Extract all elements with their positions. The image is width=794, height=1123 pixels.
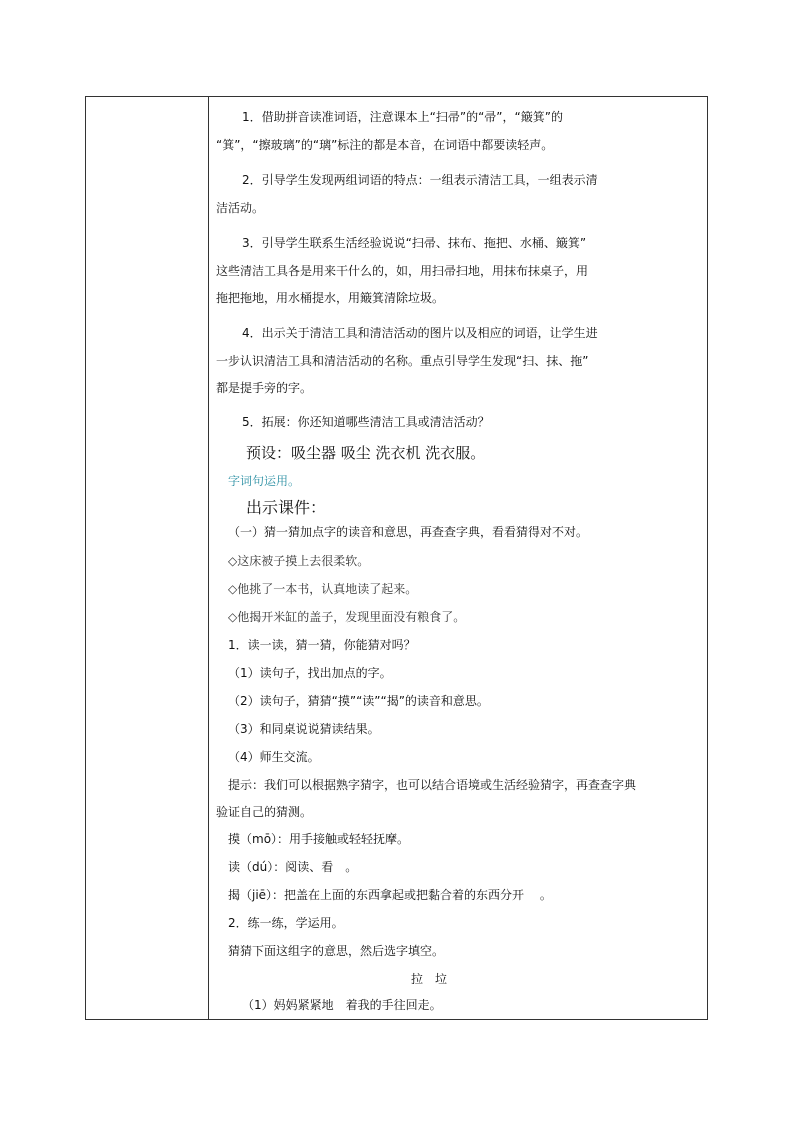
text-line: （1）妈妈紧紧地 着我的手往回走。 [242,998,442,1012]
text-line: 2．引导学生发现两组词语的特点：一组表示清洁工具，一组表示清 [242,173,598,187]
definition-line: 摸（mō）：用手接触或轻轻抚摩。 [228,832,410,846]
text-line: （4）师生交流。 [228,750,320,764]
text-line: 拖把拖地，用水桶提水，用簸箕清除垃圾。 [216,291,445,305]
text-line: 4．出示关于清洁工具和清洁活动的图片以及相应的词语，让学生进 [242,326,598,340]
section-heading: 字词句运用。 [228,474,301,488]
text-line: （3）和同桌说说猜读结果。 [228,722,380,736]
lesson-table [85,96,708,1020]
text-line: （1）读句子，找出加点的字。 [228,666,392,680]
text-line: 都是提手旁的字。 [216,381,313,395]
text-line: 验证自己的猜测。 [216,805,313,819]
preset-line: 预设：吸尘器 吸尘 洗衣机 洗衣服。 [246,444,486,462]
character-pair: 拉 垃 [411,972,448,986]
text-line: “箕”，“擦玻璃”的“璃”标注的都是本音，在词语中都要读轻声。 [216,138,554,152]
text-line: 提示：我们可以根据熟字猜字，也可以结合语境或生活经验猜字，再查查字典 [228,778,637,792]
text-line: （2）读句子，猜猜“摸”“读”“揭”的读音和意思。 [228,694,489,708]
courseware-heading: 出示课件： [246,498,327,517]
text-line: 洁活动。 [216,201,265,215]
text-line: 1．借助拼音读准词语，注意课本上“扫帚”的“帚”，“簸箕”的 [242,110,563,124]
definition-line: 揭（jiē）：把盖在上面的东西拿起或把黏合着的东西分开 。 [228,888,552,902]
example-sentence: ◇他揭开米缸的盖子，发现里面没有粮食了。 [228,610,466,624]
example-sentence: ◇这床被子摸上去很柔软。 [228,554,370,568]
text-line: 1．读一读，猜一猜，你能猜对吗？ [228,638,416,652]
text-line: 猜猜下面这组字的意思，然后选字填空。 [228,944,445,958]
lesson-content-cell [86,97,707,1019]
text-line: 这些清洁工具各是用来干什么的，如，用扫帚扫地，用抹布抹桌子，用 [216,264,589,278]
definition-line: 读（dú）：阅读、看 。 [228,860,358,874]
example-sentence: ◇他挑了一本书，认真地读了起来。 [228,582,418,596]
text-line: 2．练一练，学运用。 [228,916,344,930]
text-line: 5．拓展：你还知道哪些清洁工具或清洁活动？ [242,415,490,429]
text-line: 3．引导学生联系生活经验说说“扫帚、抹布、拖把、水桶、簸箕” [242,236,587,250]
text-line: （一）猜一猜加点字的读音和意思，再查查字典，看看猜得对不对。 [228,525,589,539]
text-line: 一步认识清洁工具和清洁活动的名称。重点引导学生发现“扫、抹、拖” [216,354,589,368]
